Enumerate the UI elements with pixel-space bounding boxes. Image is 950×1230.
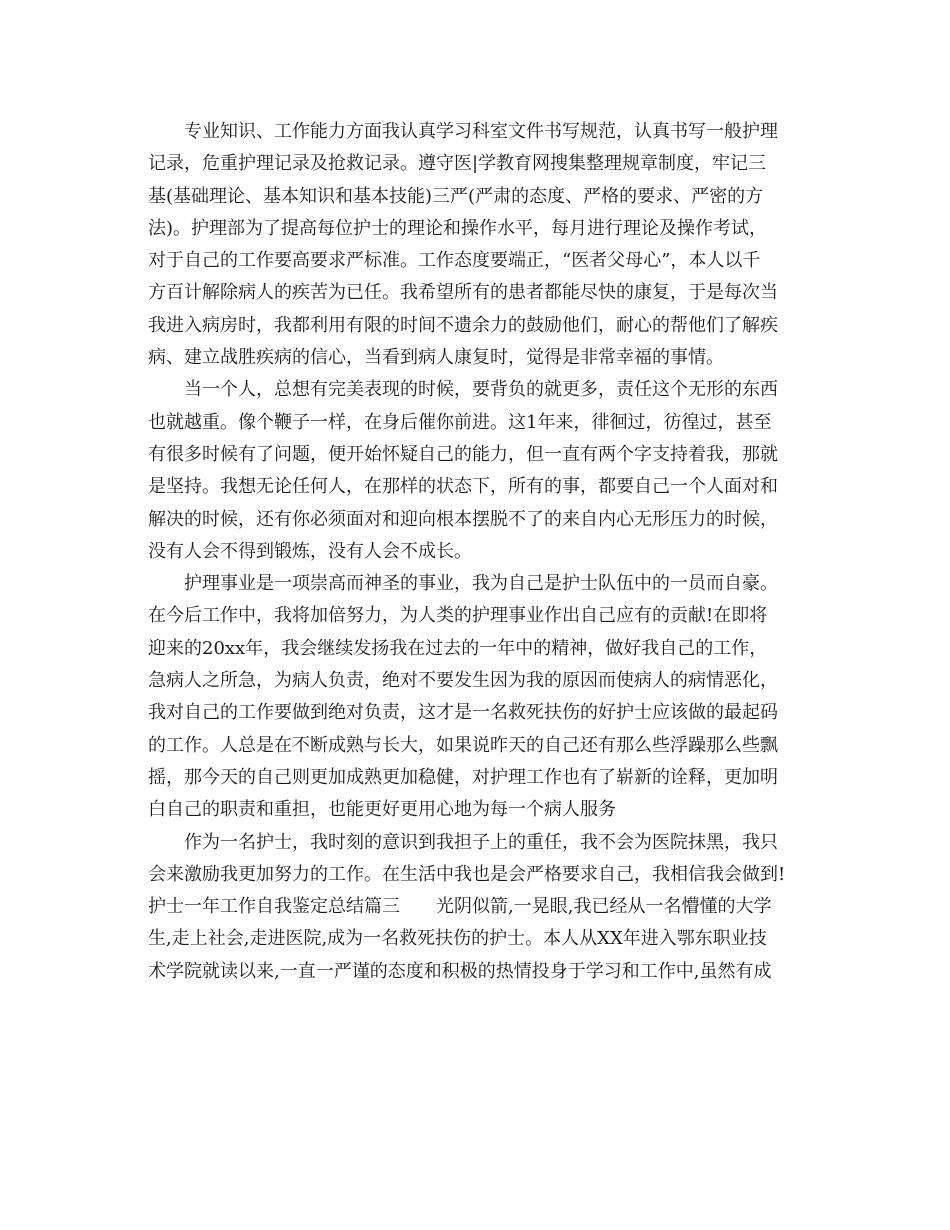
text-line: 基(基础理论、基本知识和基本技能)三严(严肃的态度、严格的要求、严密的方 (148, 185, 764, 207)
text-line: 方百计解除病人的疾苦为已任。我希望所有的患者都能尽快的康复，于是每次当 (148, 282, 778, 304)
text-line: 有很多时候有了问题，便开始怀疑自己的能力，但一直有两个字支持着我，那就 (148, 443, 778, 465)
text-line: 法)。护理部为了提高每位护士的理论和操作水平，每月进行理论及操作考试， (148, 217, 768, 239)
document-body (148, 116, 808, 988)
text-line: 病、建立战胜疾病的信心，当看到病人康复时，觉得是非常幸福的事情。 (148, 347, 724, 369)
text-line: 的工作。人总是在不断成熟与长大，如果说昨天的自己还有那么些浮躁那么些飘 (148, 734, 778, 756)
text-line: 也就越重。像个鞭子一样，在身后催你前进。这1年来，徘徊过，彷徨过，甚至 (148, 411, 772, 433)
text-line: 在今后工作中，我将加倍努力，为人类的护理事业作出自己应有的贡献!在即将 (148, 605, 768, 627)
text-line: 对于自己的工作要高要求严标准。工作态度要端正，“医者父母心”，本人以千 (148, 250, 761, 272)
text-line: 摇，那今天的自己则更加成熟更加稳健，对护理工作也有了崭新的诠释，更加明 (148, 766, 778, 788)
text-line: 没有人会不得到锻炼，没有人会不成长。 (148, 540, 472, 562)
text-line: 记录，危重护理记录及抢救记录。遵守医|学教育网搜集整理规章制度，牢记三 (148, 153, 767, 175)
text-line: 作为一名护士，我时刻的意识到我担子上的重任，我不会为医院抹黑，我只 (184, 831, 778, 853)
text-line: 术学院就读以来,一直一严谨的态度和积极的热情投身于学习和工作中,虽然有成 (148, 960, 772, 982)
text-line: 生,走上社会,走进医院,成为一名救死扶伤的护士。本人从XX年进入鄂东职业技 (148, 928, 767, 950)
text-line: 急病人之所急，为病人负责，绝对不要发生因为我的原因而使病人的病情恶化， (148, 670, 778, 692)
text-line: 白自己的职责和重担，也能更好更用心地为每一个病人服务 (148, 799, 616, 821)
text-line: 迎来的20xx年，我会继续发扬我在过去的一年中的精神，做好我自己的工作， (148, 637, 768, 659)
text-line: 我进入病房时，我都利用有限的时间不遗余力的鼓励他们，耐心的帮他们了解疾 (148, 314, 778, 336)
text-line: 解决的时候，还有你必须面对和迎向根本摆脱不了的来自内心无形压力的时候， (148, 508, 778, 530)
text-line: 会来激励我更加努力的工作。在生活中我也是会严格要求自己，我相信我会做到! (148, 863, 786, 885)
text-line: 我对自己的工作要做到绝对负责，这才是一名救死扶伤的好护士应该做的最起码 (148, 702, 778, 724)
text-line: 当一个人，总想有完美表现的时候，要背负的就更多，责任这个无形的东西 (184, 379, 778, 401)
text-line: 护士一年工作自我鉴定总结篇三 光阴似箭,一晃眼,我已经从一名懵懂的大学 (148, 896, 772, 918)
text-line: 专业知识、工作能力方面我认真学习科室文件书写规范，认真书写一般护理 (184, 121, 778, 142)
text-line: 是坚持。我想无论任何人，在那样的状态下，所有的事，都要自己一个人面对和 (148, 476, 778, 498)
text-line: 护理事业是一项崇高而神圣的事业，我为自己是护士队伍中的一员而自豪。 (184, 573, 778, 595)
